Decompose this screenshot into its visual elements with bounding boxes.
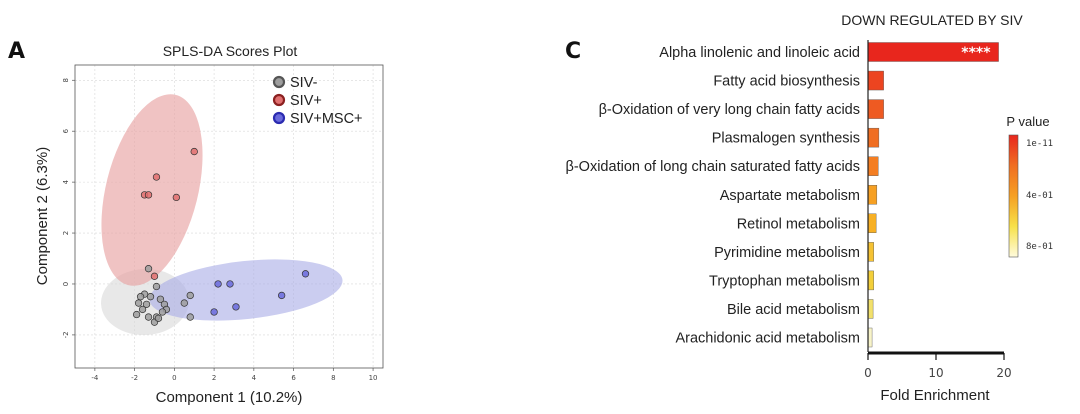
legend-label-siv: SIV+: [290, 93, 322, 109]
bar-label-pyrimidine-metabolism: Pyrimidine metabolism: [714, 244, 860, 261]
scatter-point-siv: [173, 194, 180, 201]
scatter-title: SPLS-DA Scores Plot: [162, 43, 298, 59]
scatter-y-tick-label: 8: [62, 78, 70, 83]
bar-label-fatty-acid-biosynthesis: Fatty acid biosynthesis: [713, 73, 860, 90]
scatter-point-siv: [159, 309, 166, 316]
bar-label-tryptophan-metabolism: Tryptophan metabolism: [709, 273, 860, 290]
ellipse-siv-plus: [84, 84, 221, 296]
bar-x-tick-label: 10: [928, 366, 944, 380]
scatter-point-siv: [145, 192, 152, 199]
legend-marker-siv-msc: [274, 113, 284, 123]
bar-oxidation-of-very-long-chain-fatty-acids: [868, 100, 884, 119]
legend-marker-siv: [274, 95, 284, 105]
bar-fatty-acid-biosynthesis: [868, 71, 884, 90]
scatter-x-tick-label: 8: [331, 374, 336, 382]
colorbar-title: P value: [1006, 114, 1050, 129]
scatter-x-tick-label: 4: [251, 374, 257, 382]
colorbar-tick-label: 1e-11: [1026, 139, 1054, 149]
bar-x-tick-label: 20: [996, 366, 1012, 380]
bar-aspartate-metabolism: [868, 185, 877, 204]
legend-label-siv-msc: SIV+MSC+: [290, 111, 363, 127]
scatter-x-tick-label: 2: [211, 374, 217, 382]
scatter-y-tick-label: 4: [62, 179, 70, 185]
colorbar-tick-label: 8e-01: [1026, 242, 1054, 252]
scatter-point-siv-msc: [215, 281, 222, 288]
scatter-x-label: Component 1 (10.2%): [155, 389, 303, 406]
scatter-y-label: Component 2 (6.3%): [34, 146, 51, 286]
scatter-point-siv: [187, 314, 194, 321]
scatter-point-siv: [137, 293, 144, 300]
bar-category-labels: [566, 45, 860, 347]
legend-label-siv: SIV-: [290, 75, 318, 91]
bar-title: DOWN REGULATED BY SIV: [841, 12, 1023, 28]
scatter-x-tick-label: -2: [131, 374, 139, 382]
colorbar-tick-label: 4e-01: [1026, 191, 1054, 201]
bar-tryptophan-metabolism: [868, 271, 874, 290]
scatter-x-tick-label: 10: [368, 374, 378, 382]
bar-label-bile-acid-metabolism: Bile acid metabolism: [727, 301, 860, 318]
scatter-point-siv: [135, 300, 142, 307]
scatter-point-siv: [133, 311, 140, 318]
scatter-point-siv-msc: [278, 292, 285, 299]
significance-stars: ****: [961, 45, 991, 61]
bar-label-plasmalogen-synthesis: Plasmalogen synthesis: [711, 130, 860, 147]
scatter-point-siv: [181, 300, 188, 307]
legend-marker-siv: [274, 77, 284, 87]
bar-rects: [868, 43, 999, 348]
scatter-legend: [274, 75, 363, 127]
scatter-x-tick-label: -4: [91, 374, 99, 382]
bar-x-label: Fold Enrichment: [880, 387, 990, 404]
scatter-x-tick-label: 6: [291, 374, 296, 382]
scatter-x-ticks: [91, 368, 377, 382]
scatter-point-siv-msc: [302, 270, 309, 277]
bar-label-alpha-linolenic-and-linoleic-acid: Alpha linolenic and linoleic acid: [659, 45, 860, 61]
scatter-point-siv-msc: [211, 309, 218, 316]
scatter-point-siv: [187, 292, 194, 299]
bar-x-ticks: [864, 353, 1011, 380]
bar-arachidonic-acid-metabolism: [868, 328, 872, 347]
bar-retinol-metabolism: [868, 214, 876, 233]
scatter-y-tick-label: -2: [62, 331, 70, 339]
scatter-point-siv-msc: [227, 281, 234, 288]
bar-label-oxidation-of-long-chain-saturated-fatty-acids: β-Oxidation of long chain saturated fatty acids: [565, 159, 860, 176]
bar-annotations: [961, 45, 991, 61]
panel-letter-a: A: [8, 39, 26, 64]
scatter-point-siv: [147, 293, 154, 300]
bar-bile-acid-metabolism: [868, 299, 873, 318]
scatter-y-tick-label: 2: [62, 230, 70, 236]
scatter-point-siv: [153, 174, 160, 181]
bar-label-oxidation-of-very-long-chain-fatty-acids: β-Oxidation of very long chain fatty acids: [598, 102, 860, 119]
scatter-x-tick-label: 0: [172, 374, 177, 382]
scatter-y-ticks: [62, 78, 75, 338]
colorbar-ticks: [1026, 139, 1053, 252]
scatter-point-siv: [151, 273, 158, 280]
scatter-point-siv: [155, 315, 162, 322]
scatter-y-tick-label: 6: [62, 128, 70, 134]
scatter-point-siv: [191, 148, 198, 155]
bar-label-aspartate-metabolism: Aspartate metabolism: [719, 187, 860, 204]
bar-label-arachidonic-acid-metabolism: Arachidonic acid metabolism: [675, 330, 860, 347]
bar-x-tick-label: 0: [864, 366, 872, 380]
scatter-point-siv-msc: [233, 304, 240, 311]
scatter-point-siv: [153, 283, 160, 290]
panel-letter-c: C: [565, 39, 582, 64]
scatter-point-siv: [145, 265, 152, 272]
bar-oxidation-of-long-chain-saturated-fatty-acids: [868, 157, 878, 176]
scatter-y-tick-label: 0: [62, 281, 70, 287]
scatter-point-siv: [145, 314, 152, 321]
bar-plasmalogen-synthesis: [868, 128, 879, 147]
scatter-point-siv: [139, 306, 146, 313]
bar-label-retinol-metabolism: Retinol metabolism: [736, 216, 860, 233]
colorbar-gradient: [1009, 135, 1018, 257]
bar-pyrimidine-metabolism: [868, 242, 874, 261]
